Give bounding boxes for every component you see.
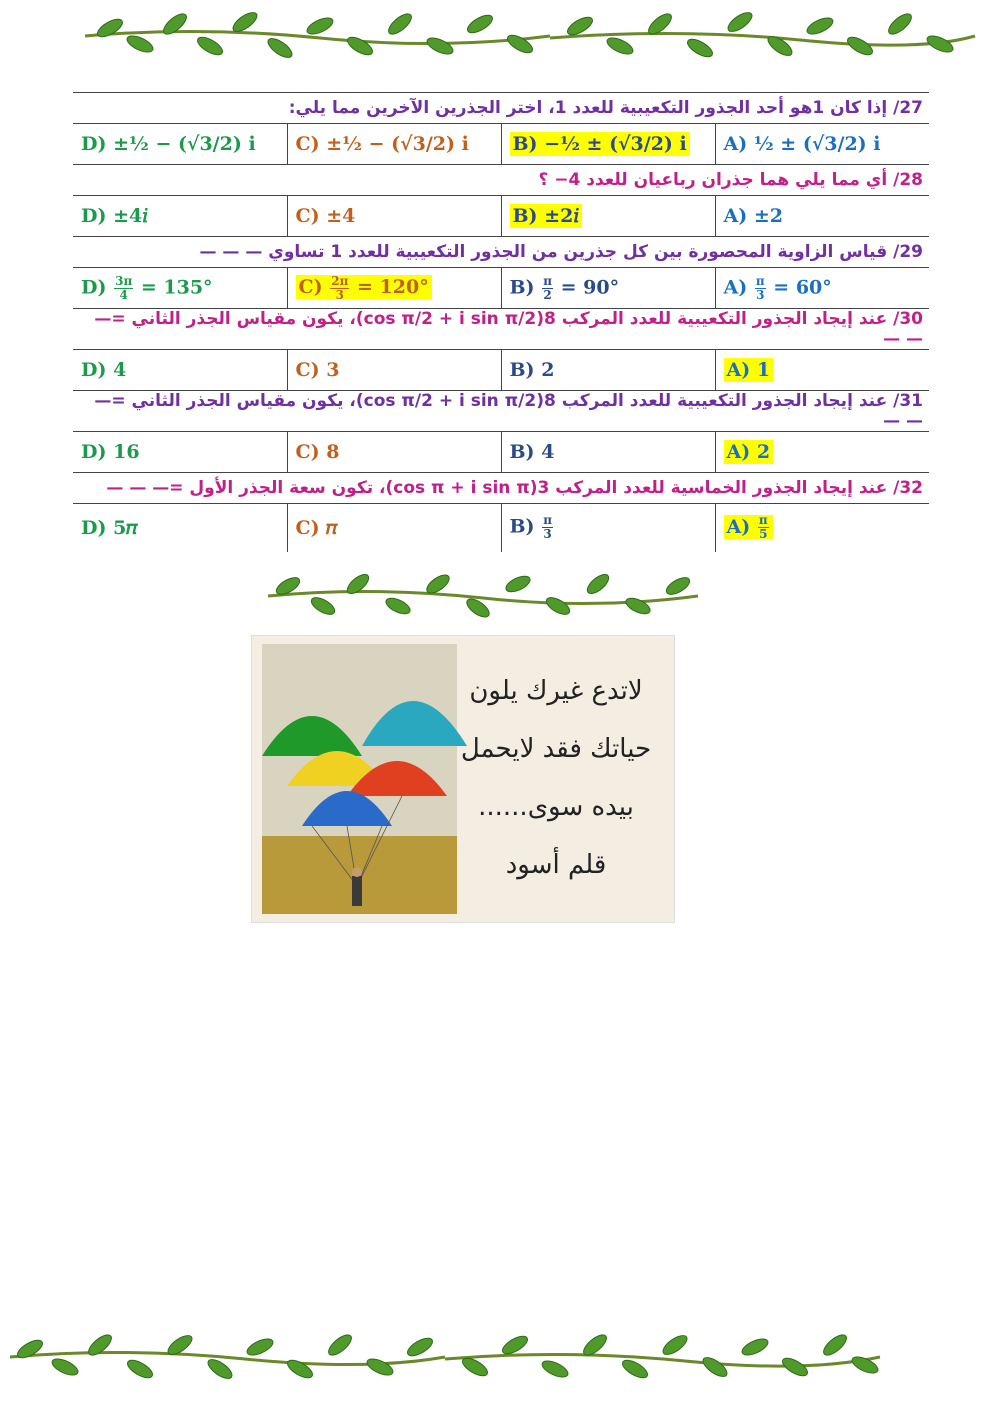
option-c[interactable]: C) ±½ − (√3/2) i bbox=[287, 124, 501, 165]
question-27-text: 27/ إذا كان 1هو أحد الجذور التكعيبية للعدد 1، اختر الجذرين الآخرين مما يلي: bbox=[73, 93, 929, 124]
questions-table bbox=[73, 92, 929, 552]
question-27-options bbox=[73, 124, 929, 165]
option-a-expr: ½ ± (√3/2) i bbox=[753, 133, 881, 155]
question-28-text: 28/ أي مما يلي هما جذران رباعيان للعدد 4− ؟ bbox=[73, 165, 929, 196]
option-d[interactable]: D) 5𝜋 bbox=[73, 504, 287, 552]
option-c[interactable] bbox=[287, 268, 501, 309]
option-a[interactable]: A) ½ ± (√3/2) i bbox=[715, 124, 929, 165]
question-27-row bbox=[73, 93, 929, 124]
option-b[interactable]: B) $\frac{\pi}{2}$ = 90° bbox=[501, 268, 715, 309]
option-a[interactable] bbox=[715, 432, 929, 473]
highlighted-answer: C) $\frac{2\pi}{3}$ = 120° bbox=[296, 275, 432, 299]
question-30-text: 30/ عند إيجاد الجذور التكعيبية للعدد المركب 8(cos π/2 + i sin π/2)، يكون مقياس الجذر الثاني =— — — bbox=[73, 309, 929, 350]
option-d[interactable]: D) 16 bbox=[73, 432, 287, 473]
question-31-options bbox=[73, 432, 929, 473]
question-28-options bbox=[73, 196, 929, 237]
option-d[interactable]: D) ±4𝑖 bbox=[73, 196, 287, 237]
highlighted-answer: A) $\frac{\pi}{5}$ bbox=[724, 515, 773, 539]
poster-line: لاتدع غيرك يلون bbox=[469, 676, 643, 706]
question-29-options bbox=[73, 268, 929, 309]
question-32-text: 32/ عند إيجاد الجذور الخماسية للعدد المركب 3(cos π + i sin π)، تكون سعة الجذر الأول =— — — bbox=[73, 473, 929, 504]
question-31-row bbox=[73, 391, 929, 432]
option-d[interactable]: D) $\frac{3\pi}{4}$ = 135° bbox=[73, 268, 287, 309]
umbrella-illustration bbox=[252, 636, 467, 922]
poster-caption bbox=[456, 662, 656, 894]
question-32-options bbox=[73, 504, 929, 552]
option-a[interactable] bbox=[715, 504, 929, 552]
option-d[interactable]: D) ±½ − (√3/2) i bbox=[73, 124, 287, 165]
option-c[interactable]: C) 8 bbox=[287, 432, 501, 473]
option-a[interactable]: A) $\frac{\pi}{3}$ = 60° bbox=[715, 268, 929, 309]
question-30-options bbox=[73, 350, 929, 391]
option-b[interactable]: B) $\frac{\pi}{3}$ bbox=[501, 504, 715, 552]
question-31-text: 31/ عند إيجاد الجذور التكعيبية للعدد المركب 8(cos π/2 + i sin π/2)، يكون مقياس الجذر الثاني =— — — bbox=[73, 391, 929, 432]
option-a[interactable] bbox=[715, 350, 929, 391]
top-vine-border bbox=[80, 6, 980, 66]
poster-line: قلم أسود bbox=[505, 850, 607, 880]
highlighted-answer: A) 2 bbox=[724, 440, 774, 464]
highlighted-answer: B) ±2𝑖 bbox=[510, 204, 583, 228]
option-c[interactable]: C) 𝜋 bbox=[287, 504, 501, 552]
option-c-expr: ±½ − (√3/2) i bbox=[326, 133, 469, 155]
highlighted-answer: B) −½ ± (√3/2) i bbox=[510, 132, 690, 156]
question-32-row bbox=[73, 473, 929, 504]
bottom-vine-border bbox=[5, 1327, 885, 1389]
option-a[interactable]: A) ±2 bbox=[715, 196, 929, 237]
question-29-text: 29/ قياس الزاوية المحصورة بين كل جذرين من الجذور التكعيبية للعدد 1 تساوي — — — bbox=[73, 237, 929, 268]
poster-line: حياتك فقد لايحمل bbox=[460, 734, 652, 764]
option-b[interactable] bbox=[501, 196, 715, 237]
option-c[interactable]: C) 3 bbox=[287, 350, 501, 391]
option-d-expr: ±½ − (√3/2) i bbox=[113, 133, 256, 155]
option-b-expr: −½ ± (√3/2) i bbox=[544, 133, 687, 155]
option-b[interactable]: B) 2 bbox=[501, 350, 715, 391]
option-b[interactable]: B) 4 bbox=[501, 432, 715, 473]
option-c[interactable]: C) ±4 bbox=[287, 196, 501, 237]
highlighted-answer: A) 1 bbox=[724, 358, 774, 382]
question-30-row bbox=[73, 309, 929, 350]
question-28-row bbox=[73, 165, 929, 196]
poster-line: بيده سوى...... bbox=[478, 792, 634, 822]
question-29-row bbox=[73, 237, 929, 268]
option-b[interactable] bbox=[501, 124, 715, 165]
middle-vine-divider bbox=[263, 566, 703, 626]
option-d[interactable]: D) 4 bbox=[73, 350, 287, 391]
umbrella-poster bbox=[251, 635, 675, 923]
